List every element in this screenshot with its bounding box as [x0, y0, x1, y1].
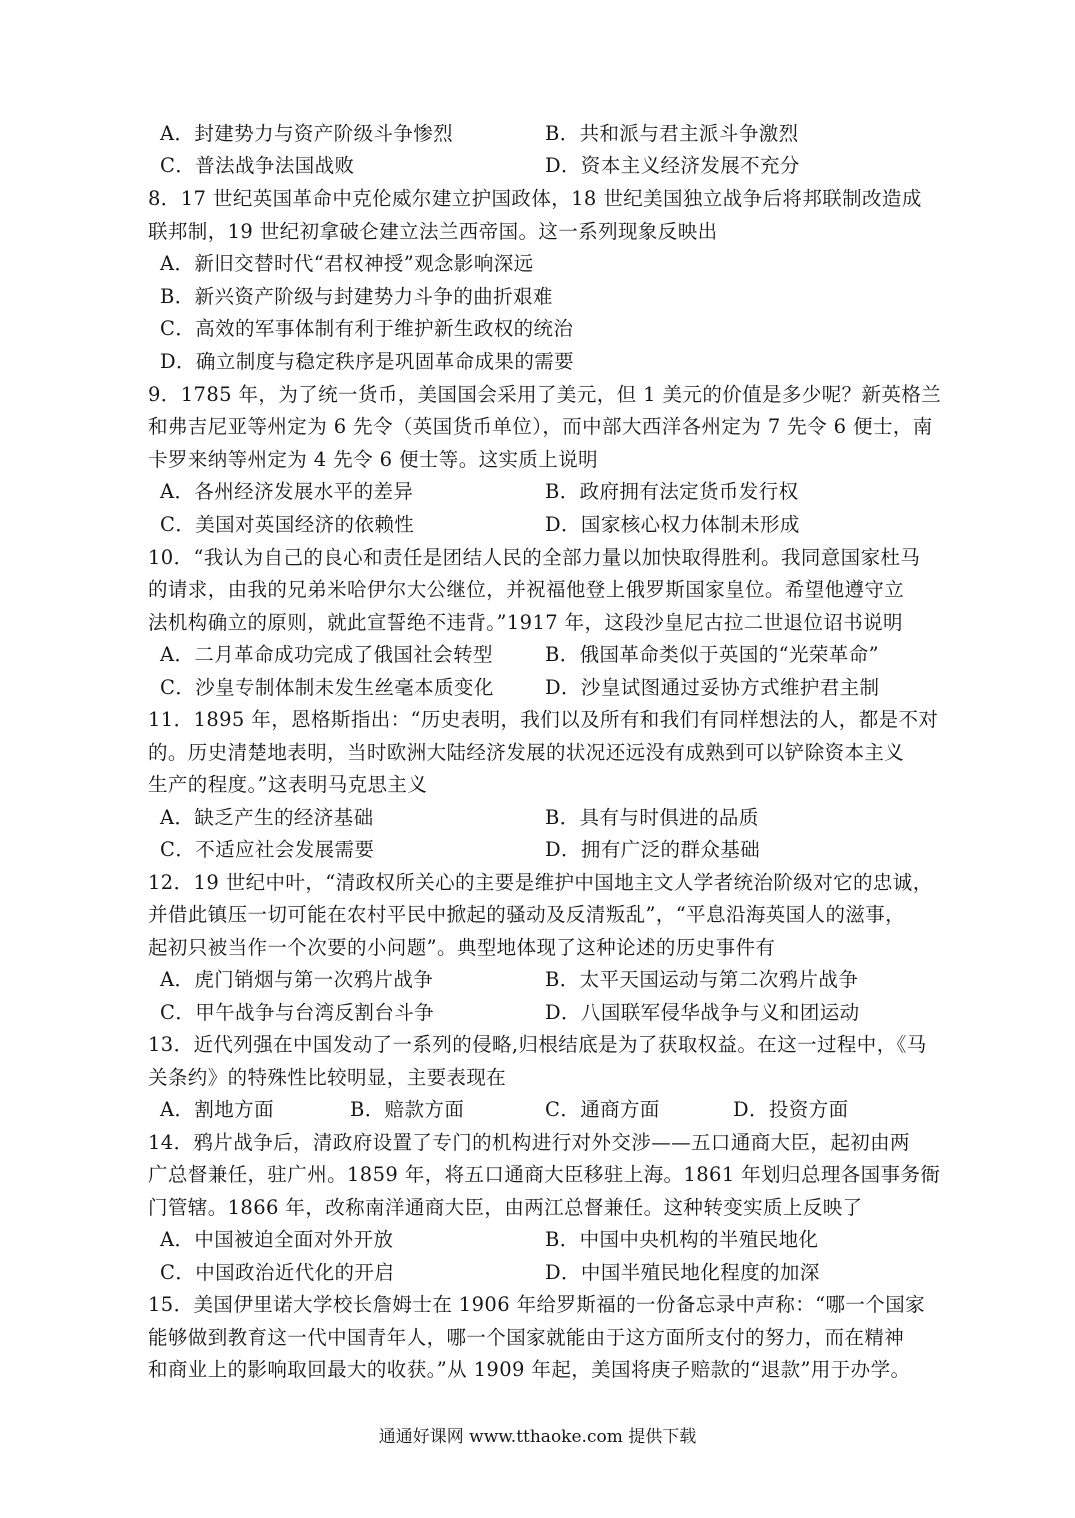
question-14-stem-line: 广总督兼任，驻广州。1859 年，将五口通商大臣移驻上海。1861 年划归总理各国事务衙 — [148, 1163, 941, 1186]
question-14-option-d: D．中国半殖民地化程度的加深 — [545, 1261, 820, 1284]
question-10-option-b: B．俄国革命类似于英国的“光荣革命” — [545, 643, 879, 666]
question-14-stem-line: 14．鸦片战争后，清政府设置了专门的机构进行对外交涉——五口通商大臣，起初由两 — [148, 1131, 910, 1154]
question-10-stem-line: 10．“我认为自己的良心和责任是团结人民的全部力量以加快取得胜利。我同意国家杜马 — [148, 546, 921, 569]
question-15-stem-line: 和商业上的影响取回最大的收获。”从 1909 年起，美国将庚子赔款的“退款”用于办学。 — [148, 1358, 911, 1381]
question-10-stem-line: 的请求，由我的兄弟米哈伊尔大公继位，并祝福他登上俄罗斯国家皇位。希望他遵守立 — [148, 578, 905, 601]
question-13-option-c: C．通商方面 — [545, 1098, 660, 1121]
option-d: D．资本主义经济发展不充分 — [545, 154, 800, 177]
question-13-option-b: B．赔款方面 — [350, 1098, 465, 1121]
question-11-option-b: B．具有与时俱进的品质 — [545, 806, 759, 829]
question-11-option-d: D．拥有广泛的群众基础 — [545, 838, 761, 861]
page-footer: 通通好课网 www.tthaoke.com 提供下载 — [378, 1427, 697, 1447]
question-9-stem-line: 和弗吉尼亚等州定为 6 先令（英国货币单位），而中部大西洋各州定为 7 先令 6 便士，南 — [148, 415, 933, 438]
question-8-option-d: D．确立制度与稳定秩序是巩固革命成果的需要 — [160, 350, 575, 373]
question-12-option-c: C．甲午战争与台湾反割台斗争 — [160, 1001, 435, 1024]
question-8-stem-line: 8．17 世纪英国革命中克伦威尔建立护国政体，18 世纪美国独立战争后将邦联制改造成 — [148, 187, 922, 210]
question-14-option-b: B．中国中央机构的半殖民地化 — [545, 1228, 819, 1251]
question-10-option-d: D．沙皇试图通过妥协方式维护君主制 — [545, 676, 880, 699]
question-11-stem-line: 生产的程度。”这表明马克思主义 — [148, 773, 428, 796]
question-15-stem-line: 15．美国伊里诺大学校长詹姆士在 1906 年给罗斯福的一份备忘录中声称：“哪一个国家 — [148, 1293, 926, 1316]
question-10-option-a: A．二月革命成功完成了俄国社会转型 — [160, 643, 493, 666]
question-10-stem-line: 法机构确立的原则，就此宣誓绝不违背。”1917 年，这段沙皇尼古拉二世退位诏书说明 — [148, 611, 903, 634]
question-12-stem-line: 并借此镇压一切可能在农村平民中掀起的骚动及反清叛乱”，“平息沿海英国人的滋事， — [148, 903, 906, 926]
question-9-option-c: C．美国对英国经济的依赖性 — [160, 513, 415, 536]
question-14-option-a: A．中国被迫全面对外开放 — [160, 1228, 394, 1251]
question-11-option-c: C．不适应社会发展需要 — [160, 838, 375, 861]
question-11-stem-line: 的。历史清楚地表明，当时欧洲大陆经济发展的状况还远没有成熟到可以铲除资本主义 — [148, 741, 905, 764]
question-9-option-a: A．各州经济发展水平的差异 — [160, 480, 414, 503]
option-a: A．封建势力与资产阶级斗争惨烈 — [160, 122, 454, 145]
question-9-option-b: B．政府拥有法定货币发行权 — [545, 480, 799, 503]
question-14-stem-line: 门管辖。1866 年，改称南洋通商大臣，由两江总督兼任。这种转变实质上反映了 — [148, 1196, 863, 1219]
question-13-stem-line: 关条约》的特殊性比较明显，主要表现在 — [148, 1066, 507, 1089]
question-12-stem-line: 12．19 世纪中叶，“清政权所关心的主要是维护中国地主文人学者统治阶级对它的忠诚， — [148, 871, 933, 894]
question-12-option-d: D．八国联军侵华战争与义和团运动 — [545, 1001, 860, 1024]
question-12-stem-line: 起初只被当作一个次要的小问题”。典型地体现了这种论述的历史事件有 — [148, 936, 776, 959]
question-9-stem-line: 9．1785 年，为了统一货币，美国国会采用了美元，但 1 美元的价值是多少呢？新英格兰 — [148, 383, 942, 406]
question-9-option-d: D．国家核心权力体制未形成 — [545, 513, 800, 536]
question-8-option-a: A．新旧交替时代“君权神授”观念影响深远 — [160, 252, 534, 275]
option-b: B．共和派与君主派斗争激烈 — [545, 122, 799, 145]
question-13-stem-line: 13．近代列强在中国发动了一系列的侵略,归根结底是为了获取权益。在这一过程中，《马 — [148, 1033, 927, 1056]
question-9-stem-line: 卡罗来纳等州定为 4 先令 6 便士等。这实质上说明 — [148, 448, 599, 471]
question-13-option-a: A．割地方面 — [160, 1098, 274, 1121]
question-15-stem-line: 能够做到教育这一代中国青年人，哪一个国家就能由于这方面所支付的努力，而在精神 — [148, 1326, 905, 1349]
question-13-option-d: D．投资方面 — [733, 1098, 849, 1121]
option-c: C．普法战争法国战败 — [160, 154, 355, 177]
question-12-option-b: B．太平天国运动与第二次鸦片战争 — [545, 968, 859, 991]
question-12-option-a: A．虎门销烟与第一次鸦片战争 — [160, 968, 434, 991]
question-11-stem-line: 11．1895 年，恩格斯指出：“历史表明，我们以及所有和我们有同样想法的人，都是不对 — [148, 708, 939, 731]
question-8-option-b: B．新兴资产阶级与封建势力斗争的曲折艰难 — [160, 285, 553, 308]
question-8-stem-line: 联邦制，19 世纪初拿破仑建立法兰西帝国。这一系列现象反映出 — [148, 220, 718, 243]
question-11-option-a: A．缺乏产生的经济基础 — [160, 806, 374, 829]
question-10-option-c: C．沙皇专制体制未发生丝毫本质变化 — [160, 676, 494, 699]
question-14-option-c: C．中国政治近代化的开启 — [160, 1261, 395, 1284]
question-8-option-c: C．高效的军事体制有利于维护新生政权的统治 — [160, 317, 574, 340]
